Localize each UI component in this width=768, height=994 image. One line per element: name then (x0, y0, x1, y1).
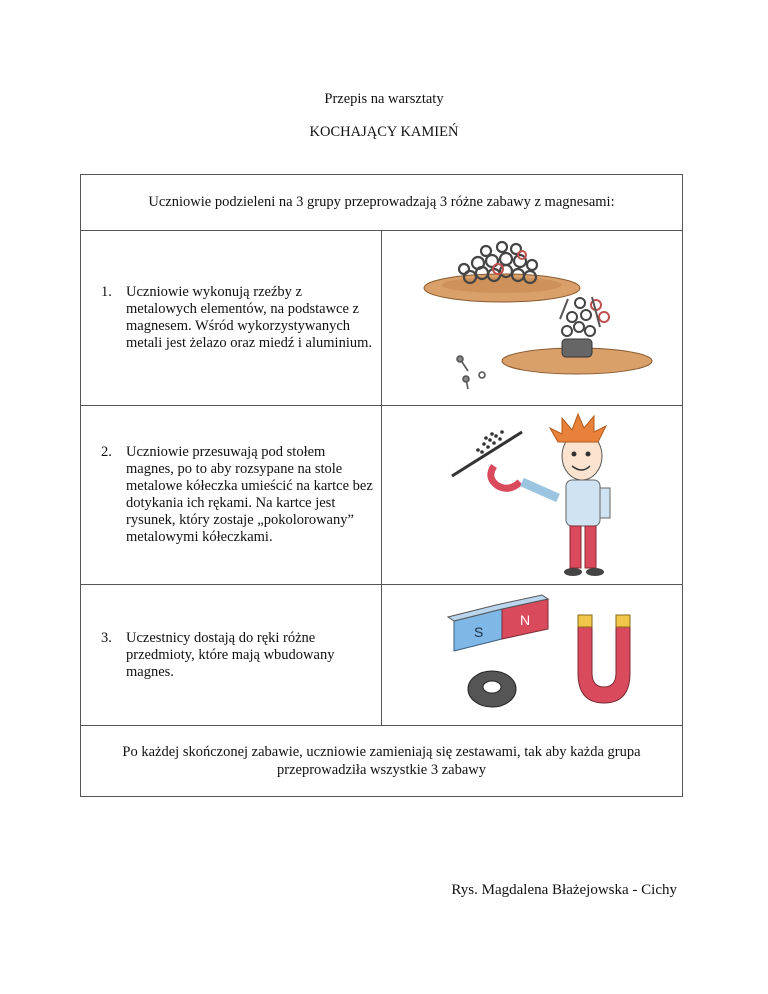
bar-magnet-s-label: S (474, 624, 484, 640)
step-row-3 (81, 585, 683, 726)
step-text: Uczniowie przesuwają pod stołem magnes, po to aby rozsypane na stole metalowe kółeczka umieścić na kartce bez dotykania ich rękami. Na kartce jest rysunek, który zostaje „pokolorowany” metalowymi kółeczkami. (126, 444, 373, 545)
illustrator-credit: Rys. Magdalena Błażejowska - Cichy (451, 882, 677, 898)
step-3 (91, 630, 373, 681)
bar-magnet (448, 595, 548, 651)
document-title: KOCHAJĄCY KAMIEŃ (309, 124, 459, 140)
ring-magnet (468, 671, 516, 707)
magnets-drawing (382, 585, 709, 725)
step-number: 1. (101, 284, 112, 300)
workshop-table (80, 174, 683, 797)
step-row-1 (81, 231, 683, 406)
boy-with-magnet-drawing (382, 406, 709, 584)
document-subtitle: Przepis na warsztaty (324, 91, 444, 107)
step-2 (91, 444, 373, 546)
step-number: 3. (101, 629, 112, 646)
step-row-2 (81, 406, 683, 585)
step-text: Uczestnicy dostają do ręki różne przedmioty, które mają wbudowany magnes. (126, 629, 335, 680)
step-number: 2. (101, 444, 112, 460)
step-1 (91, 284, 373, 352)
horseshoe-magnet (578, 615, 630, 703)
outro-cell: Po każdej skończonej zabawie, uczniowie zamieniają się zestawami, tak aby każda grupa przeprowadziła wszystkie 3 zabawy (81, 726, 683, 797)
magnet-sculptures-drawing (382, 231, 709, 405)
intro-cell: Uczniowie podzieleni na 3 grupy przeprowadzają 3 różne zabawy z magnesami: (81, 175, 683, 231)
bar-magnet-n-label: N (520, 612, 531, 628)
step-text: Uczniowie wykonują rzeźby z metalowych elementów, na podstawce z magnesem. Wśród wykorzystywanych metali jest żelazo oraz miedź i aluminium. (126, 284, 373, 351)
